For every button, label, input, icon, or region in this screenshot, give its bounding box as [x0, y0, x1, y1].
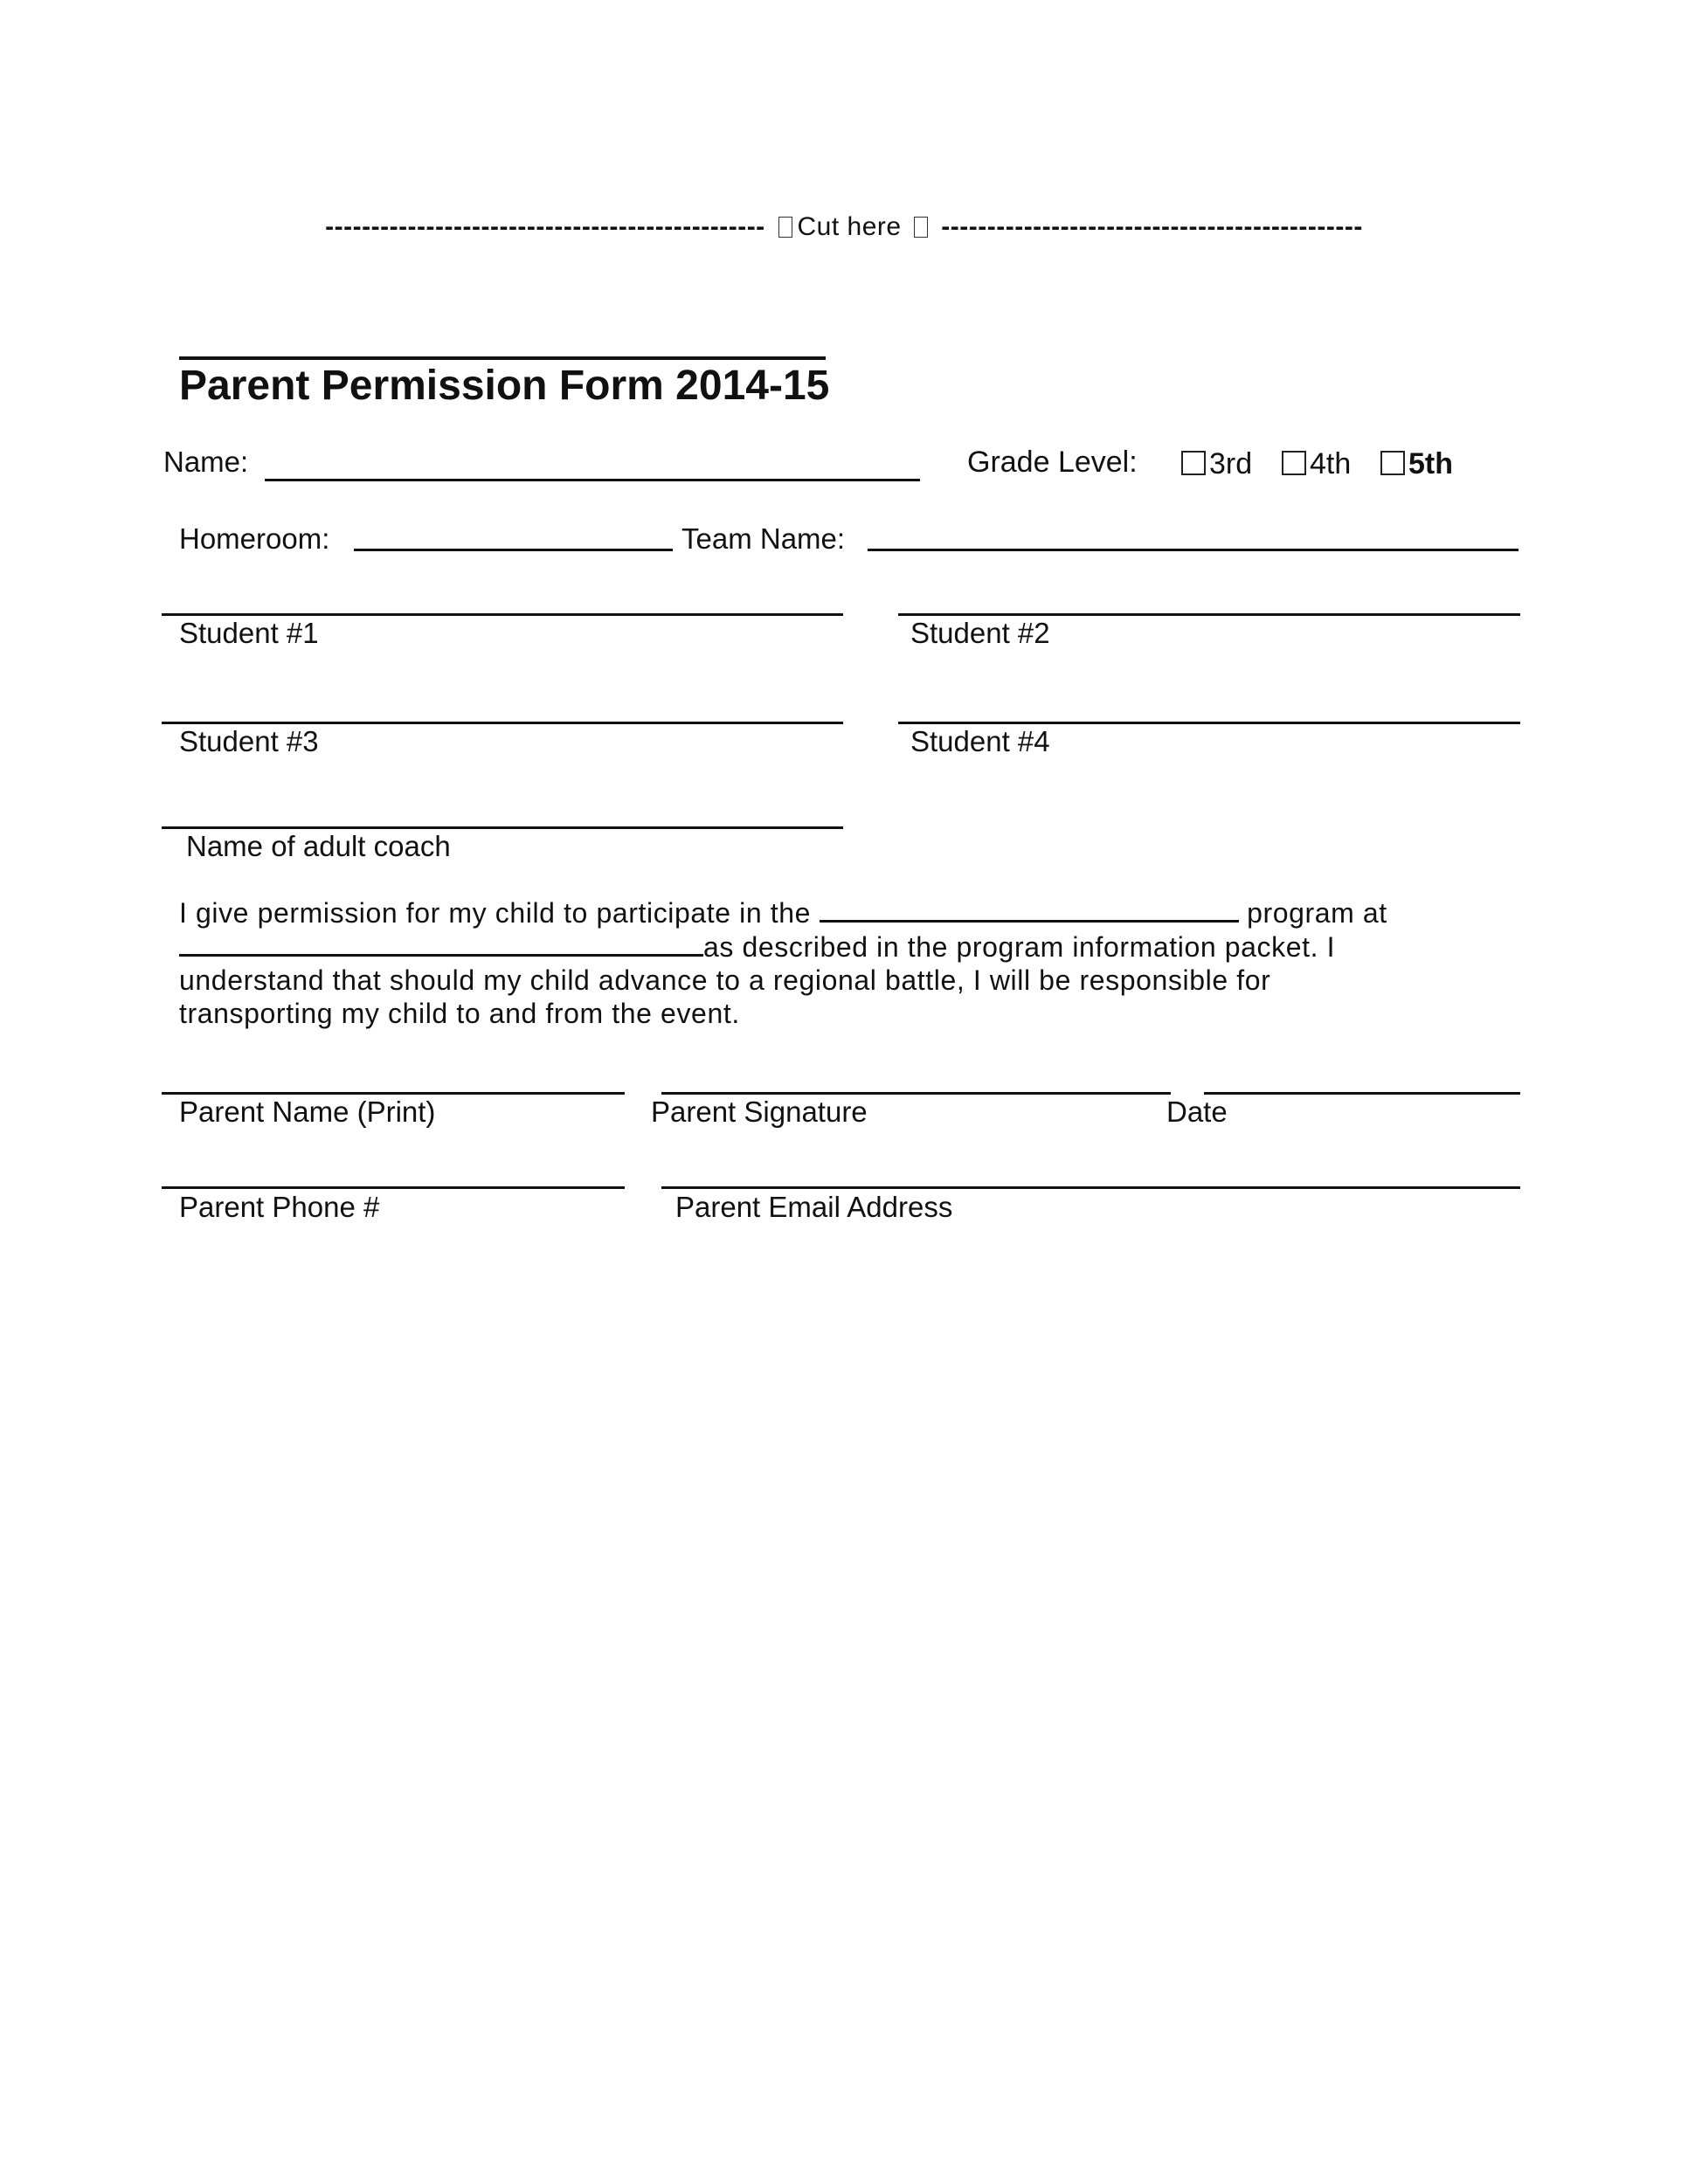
parent-name-label: Parent Name (Print): [179, 1095, 436, 1128]
adult-coach-label: Name of adult coach: [186, 830, 451, 862]
team-name-label: Team Name:: [681, 522, 846, 555]
adult-coach-field[interactable]: [162, 826, 843, 829]
permission-line-4: transporting my child to and from the event.: [179, 998, 740, 1029]
checkbox-icon[interactable]: [1282, 451, 1306, 475]
program-name-field[interactable]: [820, 895, 1239, 923]
student-3-field[interactable]: [162, 722, 843, 724]
cut-here-label: Cut here: [797, 212, 902, 241]
parent-email-label: Parent Email Address: [675, 1191, 953, 1223]
team-name-field[interactable]: [868, 549, 1519, 551]
cut-here-line: [0, 212, 1688, 242]
name-field[interactable]: [265, 479, 920, 481]
grade-option-label: 5th: [1408, 447, 1453, 480]
permission-line-2: [179, 930, 1516, 964]
student-2-field[interactable]: [898, 613, 1520, 616]
grade-option-4th[interactable]: [1282, 447, 1351, 481]
student-1-field[interactable]: [162, 613, 843, 616]
grade-option-label: 3rd: [1209, 447, 1253, 480]
scissors-right-icon: [914, 217, 928, 238]
checkbox-icon[interactable]: [1181, 451, 1206, 475]
parent-signature-label: Parent Signature: [651, 1095, 868, 1128]
parent-email-field[interactable]: [661, 1186, 1520, 1189]
grade-option-5th[interactable]: [1380, 447, 1453, 481]
permission-statement: [179, 895, 1516, 1030]
permission-line-2-text: as described in the program information packet. I: [703, 931, 1336, 963]
homeroom-label: Homeroom:: [179, 522, 330, 555]
parent-signature-field[interactable]: [661, 1092, 1171, 1095]
form-title: Parent Permission Form 2014-15: [179, 363, 830, 409]
grade-option-3rd[interactable]: [1181, 447, 1252, 481]
scissors-left-icon: [778, 217, 792, 238]
permission-line-1-start: I give permission for my child to participate in the: [179, 897, 812, 929]
permission-line-3: understand that should my child advance to a regional battle, I will be responsible for: [179, 964, 1271, 996]
student-4-field[interactable]: [898, 722, 1520, 724]
parent-phone-label: Parent Phone #: [179, 1191, 380, 1223]
student-1-label: Student #1: [179, 617, 319, 649]
date-label: Date: [1166, 1095, 1228, 1128]
grade-option-label: 4th: [1310, 447, 1352, 480]
name-label: Name:: [163, 446, 249, 478]
parent-phone-field[interactable]: [162, 1186, 625, 1189]
date-field[interactable]: [1204, 1092, 1520, 1095]
title-rule: [179, 356, 826, 360]
parent-name-field[interactable]: [162, 1092, 625, 1095]
permission-line-1-end: program at: [1247, 897, 1387, 929]
checkbox-icon[interactable]: [1380, 451, 1405, 475]
student-4-label: Student #4: [910, 725, 1050, 757]
homeroom-field[interactable]: [354, 549, 673, 551]
student-3-label: Student #3: [179, 725, 319, 757]
grade-level-label: Grade Level:: [967, 446, 1138, 479]
student-2-label: Student #2: [910, 617, 1050, 649]
cut-dashes-left: ------------------------------------------------: [325, 212, 765, 241]
permission-line-1: [179, 895, 1516, 930]
program-location-field[interactable]: [179, 930, 703, 957]
cut-dashes-right: ----------------------------------------------: [941, 212, 1363, 241]
